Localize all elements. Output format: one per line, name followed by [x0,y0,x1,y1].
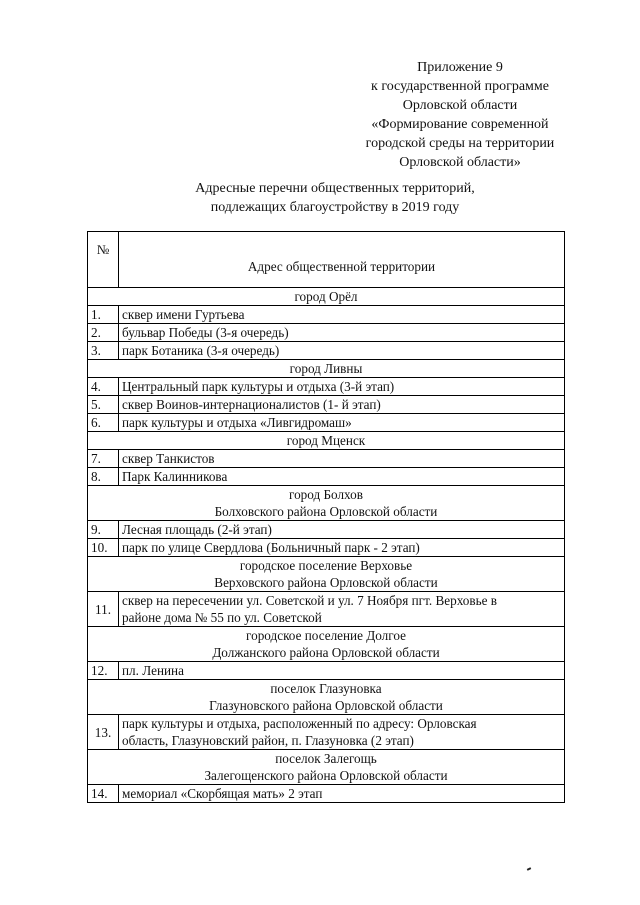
appendix-line: Орловской области» [399,155,521,170]
group-header-cell [88,627,565,662]
appendix-line: «Формирование современной [371,117,549,132]
address-line: парк Ботаника (3-я очередь) [122,343,280,358]
row-address [119,450,565,468]
row-number: 11. [88,592,119,627]
row-number: 12. [88,662,119,680]
group-title-line: город Мценск [286,433,366,448]
address-line: парк культуры и отдыха, расположенный по адресу: Орловская [122,716,477,731]
group-title-line: город Ливны [289,361,363,376]
row-address [119,342,565,360]
row-number: 10. [88,539,119,557]
table-row [88,342,565,360]
group-title-line: поселок Глазуновка [270,681,382,696]
group-header-row [88,627,565,662]
row-number: 14. [88,785,119,803]
row-address [119,521,565,539]
address-line: парк культуры и отдыха «Ливгидромаш» [122,415,352,430]
row-address [119,396,565,414]
group-header-cell [88,680,565,715]
appendix-line: Орловской области [402,98,518,113]
appendix-line: городской среды на территории [365,136,555,151]
row-address [119,378,565,396]
group-header-row [88,486,565,521]
group-title-line: городское поселение Долгое [246,628,406,643]
group-header-cell [88,750,565,785]
table-row [88,662,565,680]
row-address [119,785,565,803]
table-row [88,539,565,557]
group-title-line: городское поселение Верховье [239,558,413,573]
row-address [119,539,565,557]
table-row [88,521,565,539]
address-line: Центральный парк культуры и отдыха (3-й этап) [122,379,395,394]
address-line: парк по улице Свердлова (Больничный парк - 2 этап) [122,540,420,555]
title-line: подлежащих благоустройству в 2019 году [210,200,460,215]
row-address [119,592,565,627]
title-line: Адресные перечни общественных территорий, [195,181,475,196]
row-address [119,324,565,342]
group-header-cell [88,486,565,521]
row-address [119,306,565,324]
group-header-row [88,360,565,378]
group-header-row [88,288,565,306]
row-address [119,468,565,486]
row-address [119,662,565,680]
row-number: 9. [88,521,119,539]
address-line: Лесная площадь (2-й этап) [122,522,272,537]
row-number: 13. [88,715,119,750]
appendix-line: к государственной программе [371,79,549,94]
group-title-line: Должанского района Орловской области [212,645,440,660]
group-title-line: город Болхов [289,487,363,502]
appendix-block [355,58,565,172]
address-line: сквер Танкистов [122,451,215,466]
address-line: сквер на пересечении ул. Советской и ул. 7 Ноября пгт. Верховье в [122,593,497,608]
row-number: 8. [88,468,119,486]
row-address [119,715,565,750]
table-row [88,324,565,342]
group-title-line: Глазуновского района Орловской области [209,698,443,713]
group-header-cell [88,360,565,378]
row-number: 2. [88,324,119,342]
number-column-header: № [88,232,119,288]
document-title [150,179,520,217]
address-line: сквер имени Гуртьева [122,307,245,322]
row-number: 6. [88,414,119,432]
group-header-row [88,432,565,450]
row-number: 3. [88,342,119,360]
group-header-cell [88,557,565,592]
table-row [88,378,565,396]
address-line: область, Глазуновский район, п. Глазуновка (2 этап) [122,733,414,748]
group-header-row [88,680,565,715]
table-row [88,468,565,486]
group-header-cell [88,432,565,450]
address-line: Парк Калинникова [122,469,228,484]
appendix-line: Приложение 9 [417,60,503,75]
group-title-line: Залегощенского района Орловской области [204,768,448,783]
table-row [88,715,565,750]
table-row [88,785,565,803]
table-row [88,592,565,627]
table-row [88,396,565,414]
address-line: пл. Ленина [122,663,184,678]
group-title-line: Болховского района Орловской области [214,504,438,519]
group-header-cell [88,288,565,306]
address-line: сквер Воинов-интернационалистов (1- й этап) [122,397,381,412]
table-row [88,450,565,468]
table-row [88,306,565,324]
row-number: 4. [88,378,119,396]
address-line: районе дома № 55 по ул. Советской [122,610,322,625]
group-header-row [88,557,565,592]
table-row [88,414,565,432]
group-header-row [88,750,565,785]
table-header-row [88,232,565,288]
address-column-header: Адрес общественной территории [119,232,565,288]
row-number: 1. [88,306,119,324]
address-table [87,231,565,803]
row-number: 7. [88,450,119,468]
group-title-line: город Орёл [294,289,358,304]
group-title-line: Верховского района Орловской области [214,575,438,590]
group-title-line: поселок Залегощь [275,751,377,766]
row-address [119,414,565,432]
address-line: мемориал «Скорбящая мать» 2 этап [122,786,323,801]
stray-mark [527,867,531,871]
table-body [88,288,565,803]
row-number: 5. [88,396,119,414]
address-line: бульвар Победы (3-я очередь) [122,325,289,340]
